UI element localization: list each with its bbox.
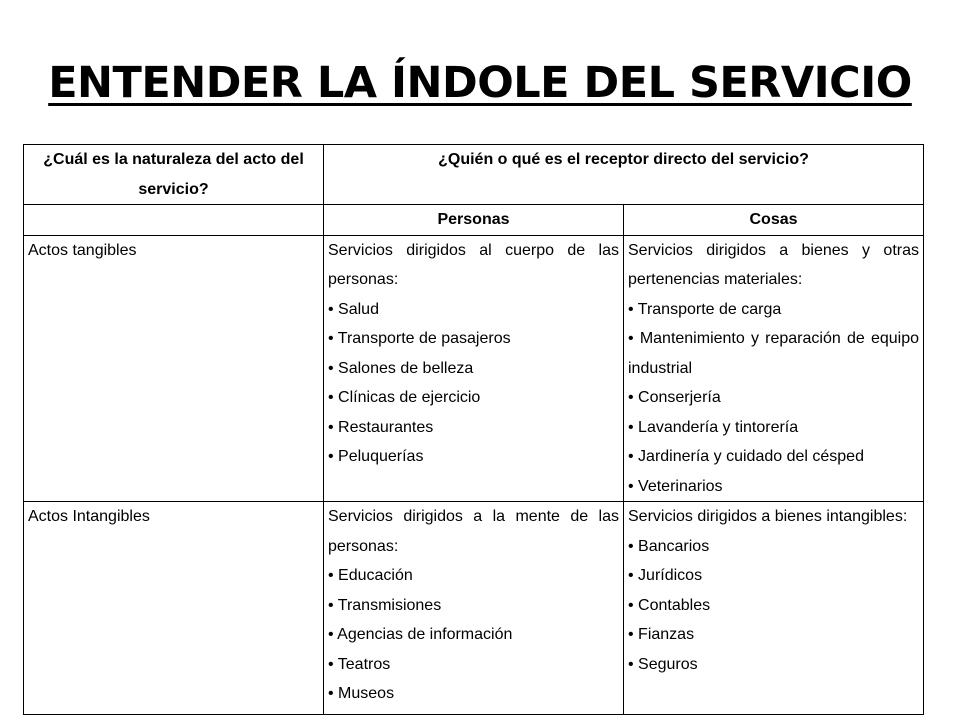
list-item: • Peluquerías [328, 442, 619, 472]
cell-intro: Servicios dirigidos al cuerpo de las personas: [328, 241, 619, 288]
list-item: • Jardinería y cuidado del césped [628, 442, 919, 472]
list-item: • Veterinarios [628, 472, 919, 502]
subheader-empty [24, 205, 324, 236]
cell-cosas [624, 235, 924, 502]
item-list [328, 561, 619, 709]
subheader-cosas: Cosas [624, 205, 924, 236]
table-row [24, 502, 924, 715]
list-item: • Transmisiones [328, 591, 619, 621]
row-label: Actos tangibles [24, 235, 324, 502]
list-item: • Clínicas de ejercicio [328, 383, 619, 413]
cell-intro: Servicios dirigidos a bienes y otras pertenencias materiales: [628, 241, 919, 288]
item-list [628, 295, 919, 502]
list-item: • Transporte de carga [628, 295, 919, 325]
item-list [328, 295, 619, 472]
cell-cosas [624, 502, 924, 715]
subheader-personas: Personas [324, 205, 624, 236]
table-row [24, 235, 924, 502]
cell-personas [324, 235, 624, 502]
list-item: • Contables [628, 591, 919, 621]
list-item: • Salud [328, 295, 619, 325]
list-item: • Bancarios [628, 532, 919, 562]
list-item: • Museos [328, 679, 619, 709]
list-item: • Teatros [328, 650, 619, 680]
header-receiver: ¿Quién o qué es el receptor directo del servicio? [324, 145, 924, 205]
list-item: • Lavandería y tintorería [628, 413, 919, 443]
service-table [23, 144, 924, 715]
list-item: • Conserjería [628, 383, 919, 413]
header-nature: ¿Cuál es la naturaleza del acto del servicio? [24, 145, 324, 205]
cell-intro: Servicios dirigidos a bienes intangibles: [628, 508, 908, 525]
list-item: • Agencias de información [328, 620, 619, 650]
list-item: • Fianzas [628, 620, 919, 650]
item-list [628, 532, 919, 680]
list-item: • Transporte de pasajeros [328, 324, 619, 354]
list-item: • Mantenimiento y reparación de equipo industrial [628, 324, 919, 383]
list-item: • Jurídicos [628, 561, 919, 591]
list-item: • Educación [328, 561, 619, 591]
cell-intro: Servicios dirigidos a la mente de las personas: [328, 508, 619, 555]
list-item: • Salones de belleza [328, 354, 619, 384]
list-item: • Restaurantes [328, 413, 619, 443]
list-item: • Seguros [628, 650, 919, 680]
page-title: ENTENDER LA ÍNDOLE DEL SERVICIO [48, 58, 912, 108]
cell-personas [324, 502, 624, 715]
row-label: Actos Intangibles [24, 502, 324, 715]
